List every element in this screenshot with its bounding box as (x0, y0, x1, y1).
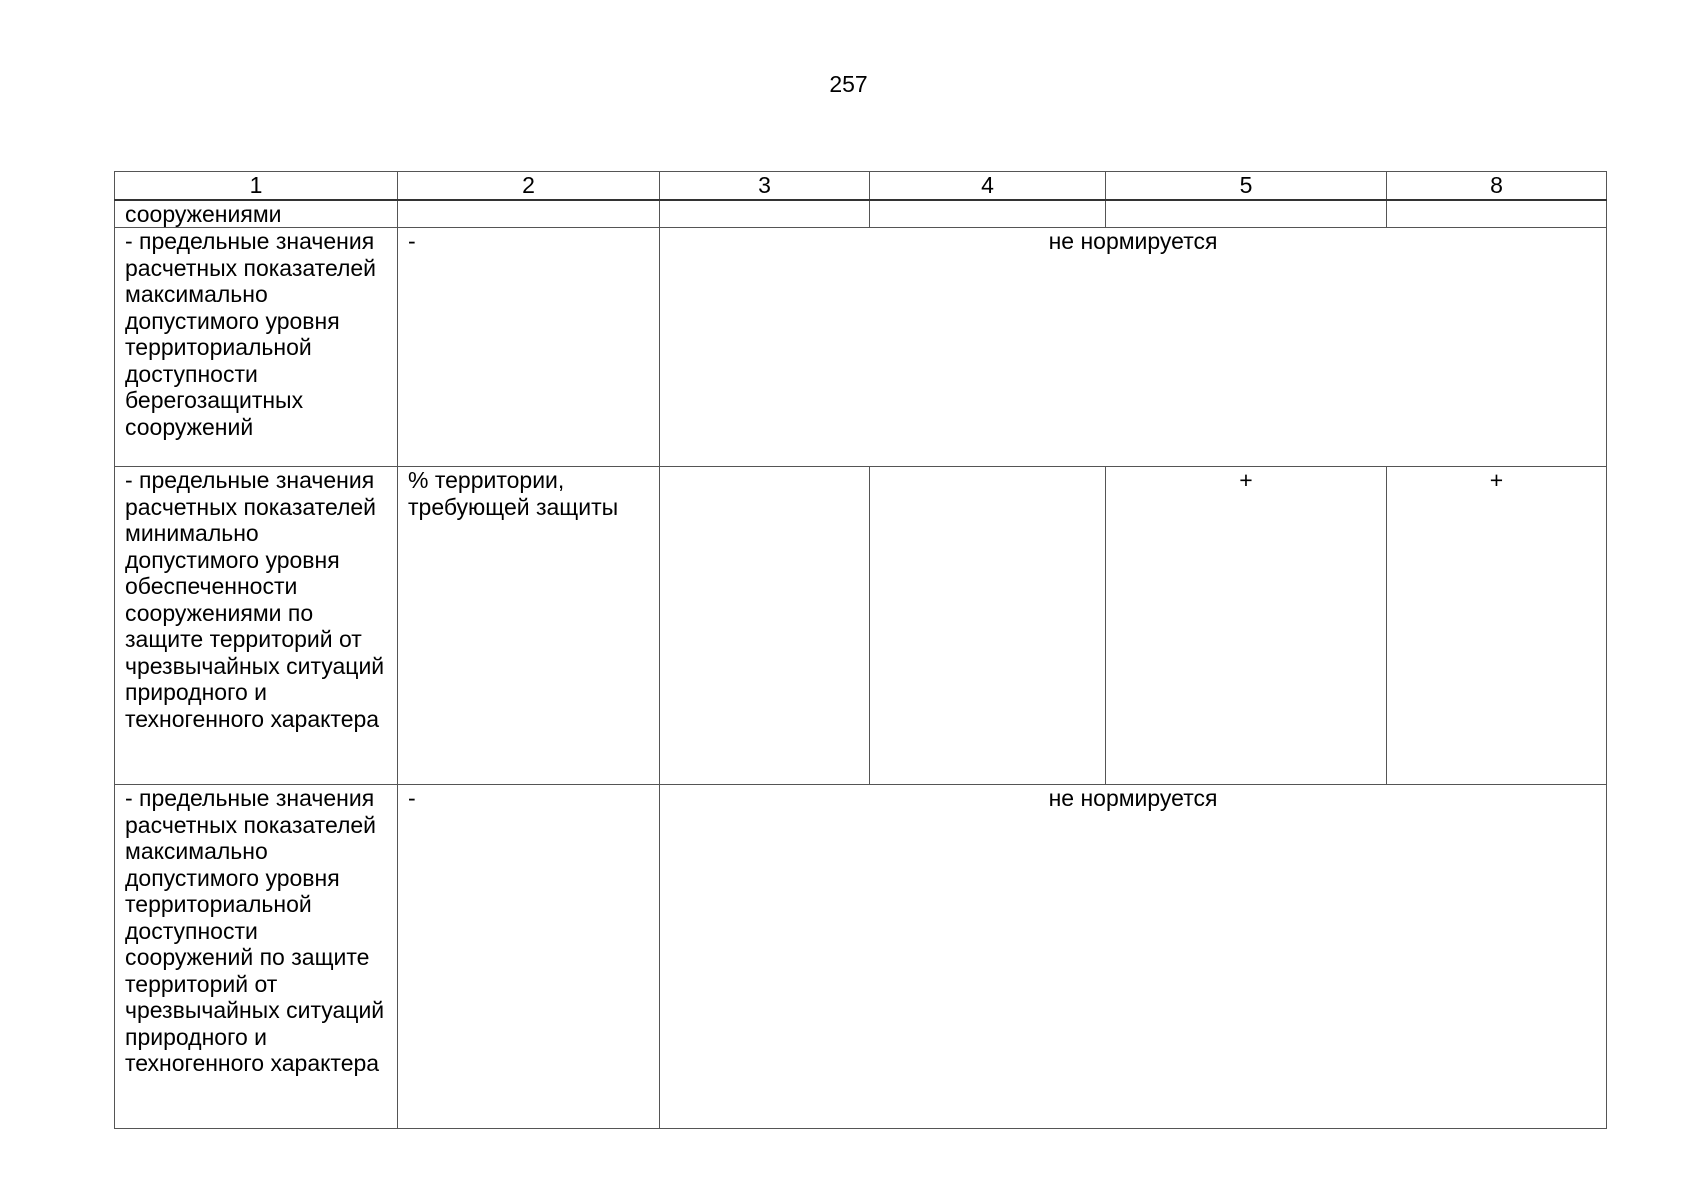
header-cell-5: 5 (1106, 172, 1387, 200)
indicator-cell: сооружениями (115, 200, 398, 228)
value-cell-3 (660, 467, 870, 785)
header-cell-8: 8 (1387, 172, 1607, 200)
table-row (115, 467, 1607, 785)
page-number: 257 (829, 71, 868, 97)
unit-cell: % территории, требующей защиты (398, 467, 660, 785)
value-cell-5: + (1106, 467, 1387, 785)
unit-cell (398, 200, 660, 228)
table-header-row (115, 172, 1607, 200)
indicator-cell: - предельные значения расчетных показателей максимально допустимого уровня территориальной доступности берегозащитных сооружений (115, 228, 398, 467)
header-cell-3: 3 (660, 172, 870, 200)
indicator-cell: - предельные значения расчетных показателей минимально допустимого уровня обеспеченности сооружениями по защите территорий от чрезвычайных ситуаций природного и техногенного характера (115, 467, 398, 785)
table-row-continuation (115, 200, 1607, 228)
table-row (115, 785, 1607, 1129)
header-cell-4: 4 (870, 172, 1106, 200)
norms-table (114, 171, 1607, 1129)
value-cell-3 (660, 200, 870, 228)
value-cell-5 (1106, 200, 1387, 228)
unit-cell: - (398, 228, 660, 467)
header-cell-2: 2 (398, 172, 660, 200)
header-cell-1: 1 (115, 172, 398, 200)
merged-value-cell: не нормируется (660, 785, 1607, 1129)
value-cell-8 (1387, 200, 1607, 228)
unit-cell: - (398, 785, 660, 1129)
value-cell-8: + (1387, 467, 1607, 785)
indicator-cell: - предельные значения расчетных показателей максимально допустимого уровня территориальной доступности сооружений по защите территорий от чрезвычайных ситуаций природного и техногенного характера (115, 785, 398, 1129)
value-cell-4 (870, 467, 1106, 785)
table-row (115, 228, 1607, 467)
value-cell-4 (870, 200, 1106, 228)
merged-value-cell: не нормируется (660, 228, 1607, 467)
